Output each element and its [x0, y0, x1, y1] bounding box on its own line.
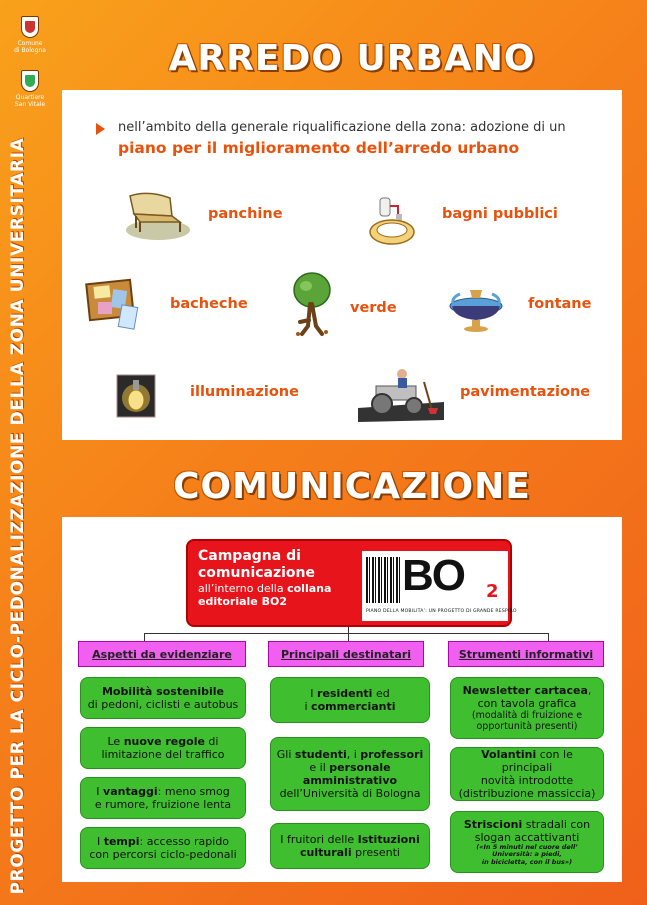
- box-residenti-bold: residenti: [317, 687, 373, 700]
- box-newsletter: [450, 677, 604, 739]
- quartiere-crest: [14, 70, 46, 108]
- label-bagni: bagni pubblici: [442, 206, 558, 222]
- label-panchine: panchine: [208, 206, 283, 222]
- item-bacheche: [82, 276, 144, 332]
- label-verde: verde: [350, 300, 397, 316]
- arrow-bullet-icon: [96, 123, 105, 135]
- light-bulb-icon: [116, 374, 156, 418]
- box-striscioni-tiny2: Università: a piedi,: [492, 850, 562, 859]
- box-striscioni-post: stradali con: [522, 817, 591, 831]
- bench-icon: [118, 186, 194, 242]
- comune-label: Comune di Bologna: [14, 40, 46, 54]
- item-panchine: [118, 186, 194, 242]
- comune-crest-icon: [21, 16, 39, 38]
- fountain-icon: [446, 276, 506, 332]
- box-tempi-text: con percorsi ciclo-pedonali: [89, 848, 237, 861]
- box-residenti: [270, 677, 430, 723]
- box-residenti-post: ed: [372, 687, 390, 700]
- box-newsletter-text: con tavola grafica: [477, 697, 577, 710]
- box-studenti-bold-b: professori: [360, 748, 424, 761]
- box-striscioni-tiny1: («In 5 minuti nel cuore dell’: [476, 842, 578, 851]
- campaign-sub-1-text: all’interno della: [198, 582, 284, 595]
- box-studenti-bold: studenti: [294, 748, 347, 761]
- box-regole-post: di: [204, 735, 219, 748]
- item-fontane: [446, 276, 506, 332]
- comune-crest: [14, 16, 46, 54]
- label-illuminazione-wrap: [190, 384, 299, 400]
- box-striscioni-text: slogan accattivanti: [474, 830, 580, 844]
- box-residenti-pre: I: [310, 687, 318, 700]
- campaign-box: [186, 539, 517, 627]
- vertical-project-title: PROGETTO PER LA CICLO-PEDONALIZZAZIONE DELLA ZONA UNIVERSITARIA: [8, 137, 28, 895]
- bo2-logo-text: BO: [402, 551, 464, 600]
- label-verde-wrap: [350, 300, 397, 316]
- box-regole-bold: nuove regole: [123, 735, 205, 748]
- box-vantaggi-text: e rumore, fruizione lenta: [94, 798, 232, 811]
- box-volantini-bold: Volantini: [481, 748, 537, 761]
- label-bagni-wrap: [442, 206, 558, 222]
- campaign-heading-1: Campagna di: [198, 548, 301, 564]
- bo2-logo-tagline: PIANO DELLA MOBILITA’: UN PROGETTO DI GRANDE RESPIRO: [366, 609, 517, 614]
- box-newsletter-small2: opportunità presenti): [476, 721, 578, 732]
- box-mobilita-text: di pedoni, ciclisti e autobus: [87, 698, 239, 711]
- connector-col1: [144, 633, 145, 641]
- box-newsletter-post: ,: [587, 684, 592, 697]
- box-studenti-text: dell’Università di Bologna: [279, 787, 421, 800]
- campaign-heading-2: comunicazione: [198, 565, 316, 581]
- quartiere-label: Quartiere San Vitale: [14, 94, 46, 108]
- label-pavimentazione-wrap: [460, 384, 590, 400]
- box-residenti-pre2: i: [304, 700, 312, 713]
- col-header-aspetti: Aspetti da evidenziare: [78, 641, 246, 667]
- item-verde: [290, 270, 334, 340]
- arredo-intro: [96, 120, 596, 157]
- campaign-sub-1-bold: collana: [287, 582, 332, 595]
- box-fruitori-post2: presenti: [351, 846, 400, 859]
- box-studenti-mid: , i: [346, 748, 361, 761]
- box-fruitori: [270, 823, 430, 869]
- box-fruitori-bold2: culturali: [300, 846, 352, 859]
- box-volantini-text: novità introdotte: [480, 774, 574, 787]
- label-fontane: fontane: [528, 296, 592, 312]
- box-residenti-bold2: commercianti: [311, 700, 396, 713]
- box-fruitori-bold: Istituzioni: [357, 833, 420, 846]
- box-volantini: [450, 747, 604, 801]
- box-tempi-bold: tempi: [103, 835, 140, 848]
- arredo-panel: [62, 90, 622, 440]
- item-illuminazione: [116, 374, 156, 418]
- box-mobilita: [80, 677, 246, 719]
- tree-icon: [290, 270, 334, 340]
- box-volantini-text2: (distribuzione massiccia): [458, 787, 596, 800]
- box-volantini-post: con le principali: [501, 748, 573, 774]
- barcode-icon: [366, 557, 400, 603]
- box-striscioni-bold: Striscioni: [463, 817, 523, 831]
- box-fruitori-pre: I fruitori delle: [280, 833, 358, 846]
- box-studenti: [270, 737, 430, 811]
- intro-line-1: nell’ambito della generale riqualificazione della zona: adozione di un: [118, 120, 566, 135]
- box-studenti-bold2: personale: [329, 761, 391, 774]
- box-studenti-bold3: amministrativo: [302, 774, 398, 787]
- label-pavimentazione: pavimentazione: [460, 384, 591, 400]
- item-bagni: [366, 192, 418, 248]
- campaign-sub-1: [198, 582, 358, 595]
- col-header-destinatari: Principali destinatari: [268, 641, 424, 667]
- comunicazione-panel: [62, 517, 622, 882]
- box-studenti-pre: Gli: [276, 748, 295, 761]
- bo2-logo-sub: 2: [486, 581, 499, 602]
- col-header-strumenti: Strumenti informativi: [448, 641, 604, 667]
- box-newsletter-bold: Newsletter cartacea: [462, 684, 588, 697]
- section-title-comunicazione: COMUNICAZIONE: [173, 466, 531, 507]
- box-tempi-pre: I: [96, 835, 104, 848]
- connector-horizontal: [144, 633, 548, 634]
- box-vantaggi-pre: I: [96, 785, 104, 798]
- box-regole: [80, 727, 246, 769]
- label-bacheche-wrap: [170, 296, 248, 312]
- box-tempi: [80, 827, 246, 869]
- box-tempi-post: : accesso rapido: [139, 835, 230, 848]
- box-regole-pre: Le: [107, 735, 124, 748]
- label-fontane-wrap: [528, 296, 591, 312]
- box-vantaggi-post: : meno smog: [157, 785, 230, 798]
- item-pavimentazione: [358, 362, 444, 422]
- campaign-sub-2-bold: editoriale BO2: [198, 595, 287, 608]
- campaign-sub-2: [198, 595, 358, 608]
- box-studenti-line2-pre: e il: [309, 761, 330, 774]
- box-regole-text: limitazione del traffico: [101, 748, 225, 761]
- quartiere-crest-icon: [21, 70, 39, 92]
- section-title-arredo: ARREDO URBANO: [168, 38, 536, 79]
- intro-line-2: piano per il miglioramento dell’arredo urbano: [118, 139, 520, 157]
- box-mobilita-bold: Mobilità sostenibile: [101, 685, 225, 698]
- label-illuminazione: illuminazione: [190, 384, 299, 400]
- connector-col3: [548, 633, 549, 641]
- box-vantaggi-bold: vantaggi: [103, 785, 158, 798]
- road-roller-icon: [358, 362, 444, 422]
- campaign-text: [198, 548, 358, 608]
- connector-col2: [348, 633, 349, 641]
- bo2-logo: [362, 551, 517, 621]
- box-newsletter-small1: (modalità di fruizione e: [471, 710, 583, 721]
- label-bacheche: bacheche: [170, 296, 248, 312]
- toilet-sink-icon: [366, 192, 418, 248]
- box-striscioni-tiny3: in bicicletta, con il bus»): [481, 857, 573, 866]
- box-striscioni: [450, 811, 604, 873]
- label-panchine-wrap: [208, 206, 283, 222]
- noticeboard-icon: [82, 276, 144, 332]
- box-vantaggi: [80, 777, 246, 819]
